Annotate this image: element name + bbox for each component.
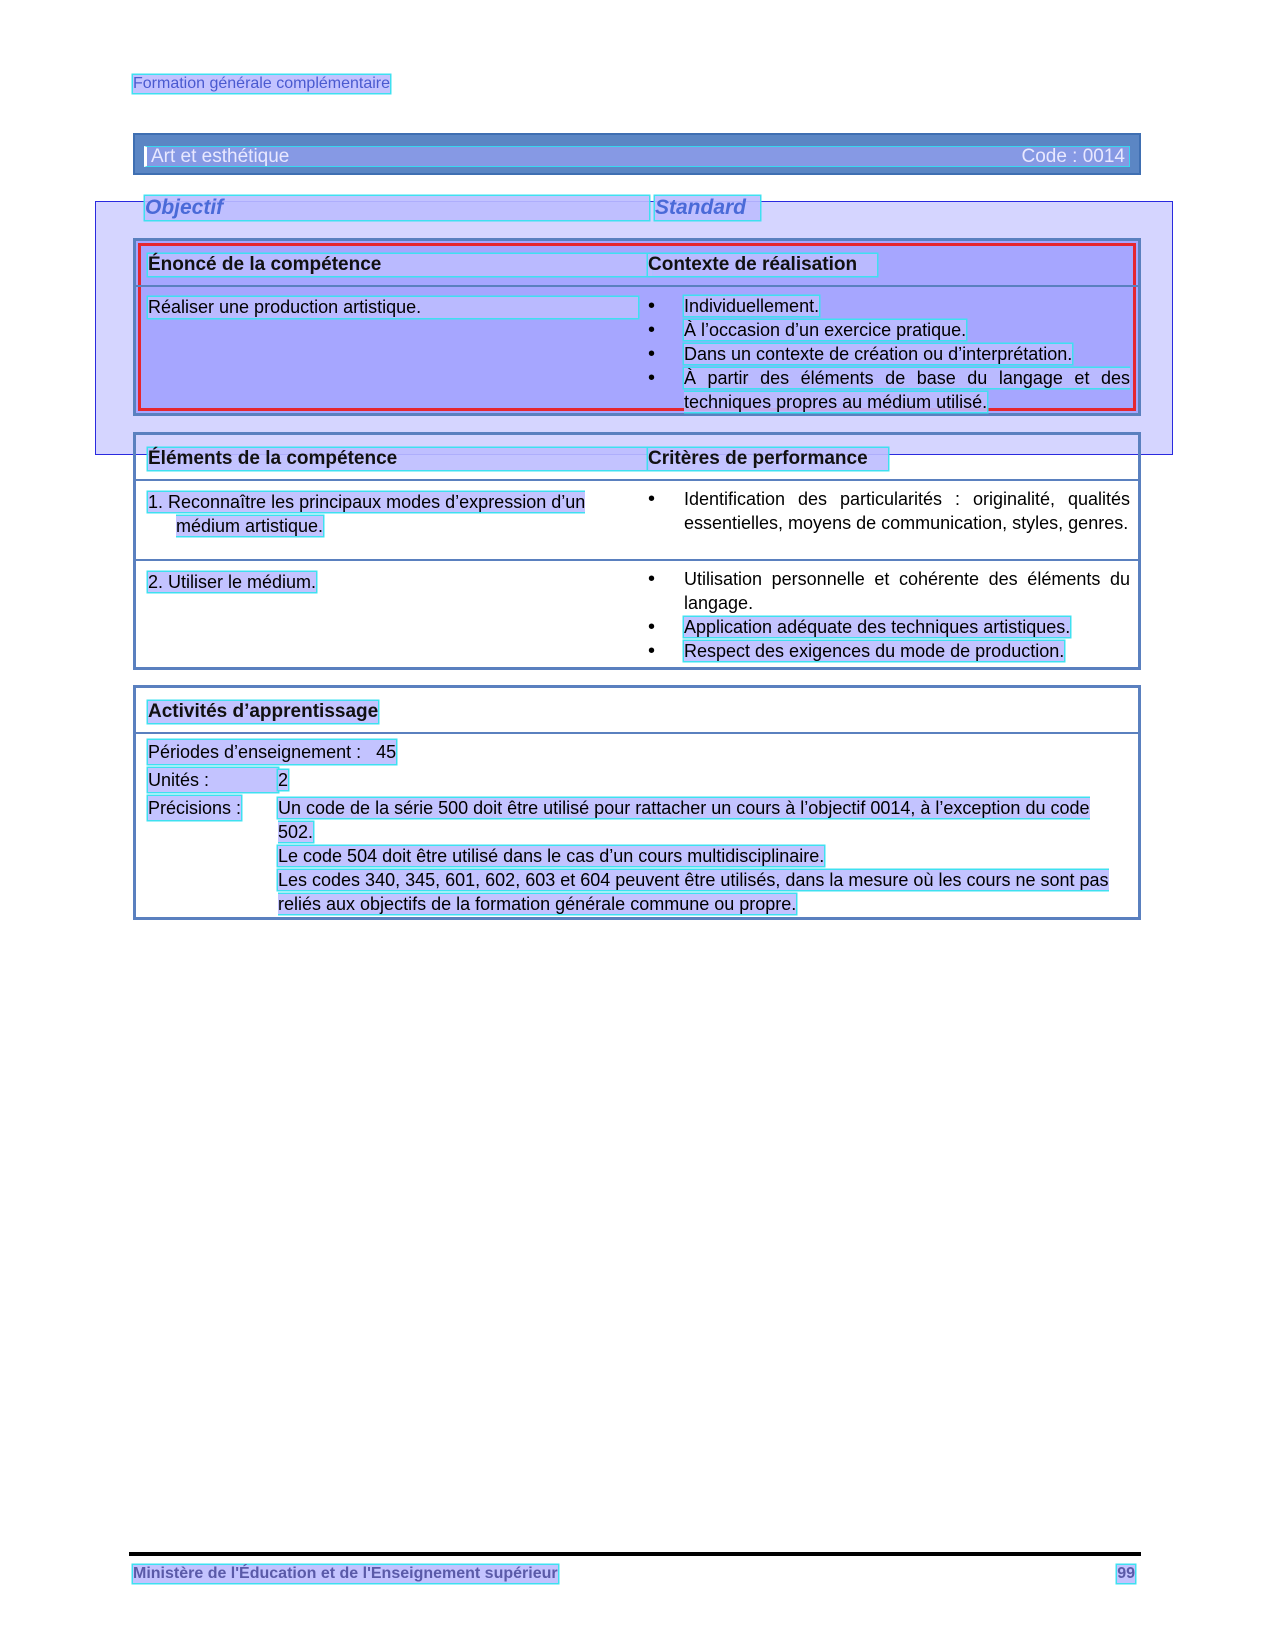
element-2: 2. Utiliser le médium. — [148, 572, 317, 592]
course-title: Art et esthétique — [151, 145, 290, 167]
page-number: 99 — [1117, 1565, 1135, 1582]
elements-header: Éléments de la compétence — [148, 448, 648, 470]
criteres-list-1 — [648, 487, 1130, 535]
element-1: 1. Reconnaître les principaux modes d’expression d’un médium artistique. — [148, 492, 586, 536]
critere-item: • Application adéquate des techniques artistiques. — [648, 615, 1130, 639]
precision-item: Les codes 340, 345, 601, 602, 603 et 604 peuvent être utilisés, dans la mesure où les cours ne sont pas reliés aux objectifs de la formation générale commune ou propre. — [278, 870, 1109, 914]
elements-header-row — [136, 435, 1138, 481]
standard-label: Standard — [655, 196, 760, 220]
criteres-list-2 — [648, 567, 1130, 663]
contexte-list — [648, 294, 1130, 414]
periodes-value: 45 — [376, 742, 397, 762]
precisions-label: Précisions : — [148, 798, 242, 818]
contexte-item: • À partir des éléments de base du langage et des techniques propres au médium utilisé. — [648, 366, 1130, 414]
course-code: Code : 0014 — [1021, 145, 1125, 167]
unites-label: Unités : — [148, 768, 278, 792]
criteres-header: Critères de performance — [648, 448, 888, 470]
enonce-header: Énoncé de la compétence — [148, 254, 652, 276]
unites-value: 2 — [278, 770, 289, 790]
contexte-item: • Individuellement. — [648, 294, 1130, 318]
document-header: Formation générale complémentaire — [133, 75, 391, 92]
title-bar-inner — [144, 146, 1130, 167]
row-divider — [136, 559, 1138, 561]
enonce-text: Réaliser une production artistique. — [148, 297, 638, 318]
competence-table — [133, 238, 1141, 416]
precision-item: Le code 504 doit être utilisé dans le cas d’un cours multidisciplinaire. — [278, 846, 825, 866]
activites-header: Activités d’apprentissage — [148, 701, 379, 722]
contexte-item: • À l’occasion d’un exercice pratique. — [648, 318, 1130, 342]
contexte-item: • Dans un contexte de création ou d’interprétation. — [648, 342, 1130, 366]
activites-header-row — [136, 688, 1138, 734]
unites-row — [148, 768, 288, 792]
elements-table — [133, 432, 1141, 670]
footer-ministry: Ministère de l'Éducation et de l'Enseignement supérieur — [133, 1565, 558, 1582]
competence-header-row — [136, 241, 1138, 287]
contexte-header: Contexte de réalisation — [648, 254, 877, 276]
precision-item: Un code de la série 500 doit être utilisé pour rattacher un cours à l’objectif 0014, à l’exception du code 502. — [278, 798, 1090, 842]
periodes-row — [148, 740, 396, 764]
critere-item: • Utilisation personnelle et cohérente des éléments du langage. — [648, 567, 1130, 615]
activites-table — [133, 685, 1141, 920]
title-bar — [133, 133, 1141, 175]
precisions-list — [278, 796, 1118, 916]
footer-rule — [129, 1552, 1141, 1556]
periodes-label: Périodes d’enseignement : — [148, 742, 362, 762]
objectif-label: Objectif — [145, 196, 649, 220]
critere-item: • Respect des exigences du mode de production. — [648, 639, 1130, 663]
critere-item: • Identification des particularités : originalité, qualités essentielles, moyens de communication, styles, genres. — [648, 487, 1130, 535]
